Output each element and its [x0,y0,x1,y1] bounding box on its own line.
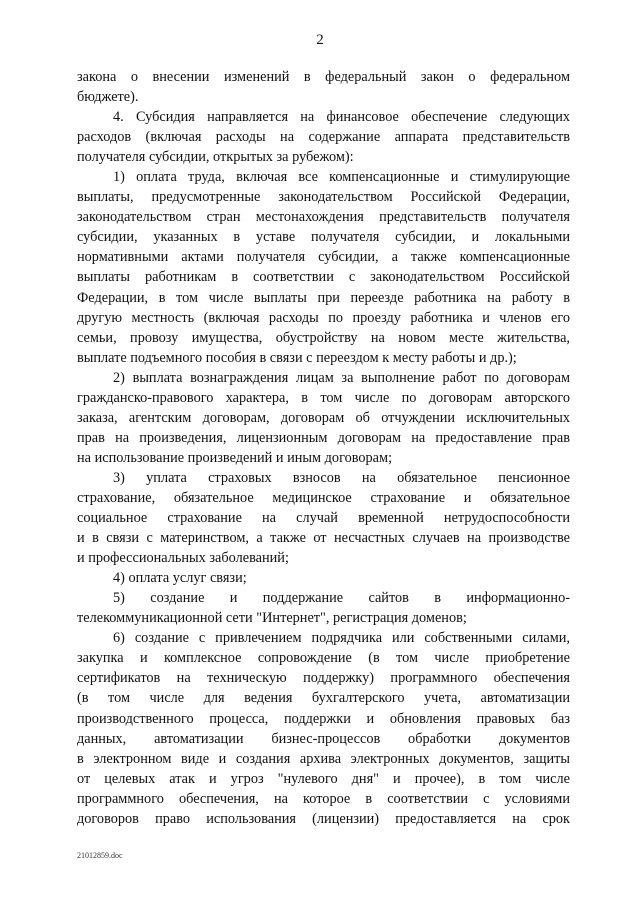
text-line: субсидии, указанных в уставе получателя субсидии, и локальными [77,229,570,246]
text-line: законодательством стран местонахождения представительств получателя [77,209,570,226]
text-line: гражданско-правового характера, в том числе по договорам авторского [77,389,570,406]
text-line: выплаты, предусмотренные законодательством Российской Федерации, [77,189,570,206]
text-line: производственного процесса, поддержки и обновления правовых баз [77,710,570,727]
text-line: социальное страхование на случай временной нетрудоспособности [77,510,570,527]
paragraph [77,568,570,588]
text-line: договоров право использования (лицензии) предоставляется на срок [77,810,570,827]
document-file-code: 21012859.doc [77,851,123,860]
paragraph [77,588,570,628]
text-line: сертификатов на техническую поддержку) программного обеспечения [77,670,570,687]
text-line: расходов (включая расходы на содержание аппарата представительств [77,129,570,146]
paragraph [77,468,570,568]
text-line: страхование, обязательное медицинское страхование и обязательное [77,489,570,506]
paragraph [77,628,570,828]
text-line: и в связи с материнством, а также от несчастных случаев на производстве [77,530,570,547]
paragraph [77,107,570,167]
text-line: 4. Субсидия направляется на финансовое обеспечение следующих [113,109,570,126]
text-line: закона о внесении изменений в федеральный закон о федеральном [77,69,570,85]
page-number: 2 [316,32,324,48]
paragraph [77,368,570,468]
text-line: нормативными актами получателя субсидии, а также компенсационные [77,249,570,266]
text-line: другую местность (включая расходы по проезду работника и членов его [77,309,570,326]
text-line: данных, автоматизации бизнес-процессов обработки документов [77,730,570,747]
text-line: 2) выплата вознаграждения лицам за выполнение работ по договорам [113,369,570,386]
text-line: 4) оплата услуг связи; [113,570,247,587]
text-line: Федерации, в том числе выплаты при переезде работника на работу в [77,289,570,306]
text-line: 6) создание с привлечением подрядчика или собственными силами, [113,630,570,647]
text-line: 3) уплата страховых взносов на обязательное пенсионное [113,469,570,486]
text-line: в электронном виде и создания архива электронных документов, защиты [77,750,570,767]
text-line: 1) оплата труда, включая все компенсационные и стимулирующие [113,169,570,186]
text-line: прав на произведения, лицензионным договорам на предоставление прав [77,429,570,446]
text-line: выплаты работникам в соответствии с законодательством Российской [77,269,570,286]
text-line: от целевых атак и угроз "нулевого дня" и прочее), в том числе [77,770,570,787]
text-line: и профессиональных заболеваний; [77,550,289,567]
text-line: семьи, провозу имущества, обустройству на новом месте жительства, [77,329,570,346]
text-line: 5) создание и поддержание сайтов в информационно- [113,590,570,607]
text-line: на использование произведений и иным договорам; [77,449,393,466]
text-line: программного обеспечения, на которое в соответствии с условиями [77,790,570,807]
text-line: получателя субсидии, открытых за рубежом): [77,149,354,166]
text-line: выплате подъемного пособия в связи с переездом к месту работы и др.); [77,349,517,366]
text-line: закупка и комплексное сопровождение (в том числе приобретение [77,650,570,667]
paragraph [77,167,570,367]
paragraph [77,67,570,107]
text-line: бюджете). [77,89,139,106]
text-line: телекоммуникационной сети "Интернет", регистрация доменов; [77,610,467,627]
text-line: заказа, агентским договорам, договорам об отчуждении исключительных [77,409,570,426]
document-body [77,67,570,829]
text-line: (в том числе для ведения бухгалтерского учета, автоматизации [77,690,570,707]
